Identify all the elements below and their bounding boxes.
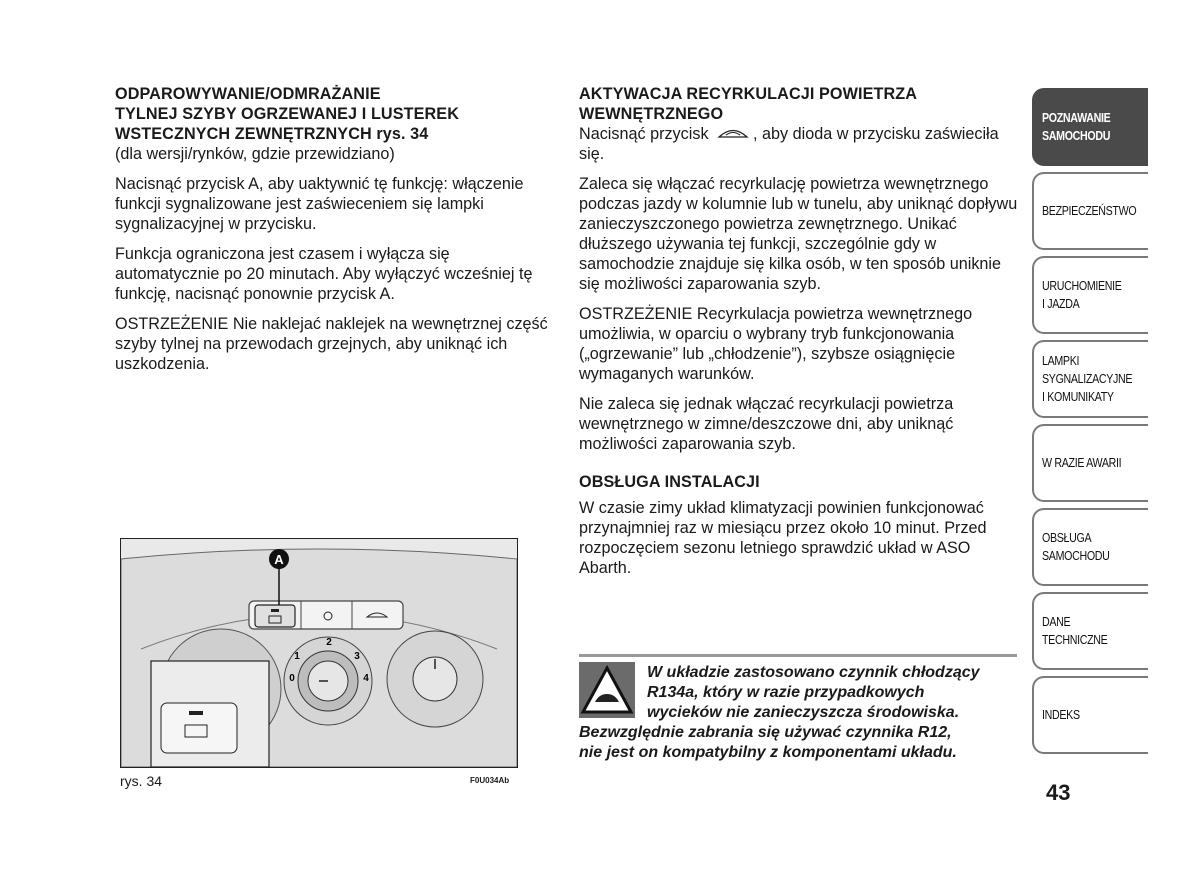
warning-line: R134a, który w razie przypadkowych (647, 684, 925, 701)
paragraph-text: Nacisnąć przycisk (579, 125, 709, 143)
dial-number: 1 (294, 651, 300, 662)
dial-number: 2 (326, 637, 332, 648)
paragraph: Zaleca się włączać recyrkulację powietrza wewnętrznego podczas jazdy w kolumnie lub w tunelu, aby uniknąć dopływu zanieczyszczonego powietrza zewnętrznego. Unikać dłuższego używania tej funkcji, szczególnie gdy w samochodzie znajduje się kilka osób, w ten sposób uniknie się możliwości zaparowania szyb. (579, 175, 1018, 293)
section-heading-recirculation (579, 84, 1019, 124)
heading-line: WEWNĘTRZNEGO (579, 105, 724, 123)
callout-label-a: A (274, 552, 284, 567)
dial-number: 0 (289, 673, 295, 684)
warning-line: Bezwzględnie zabrania się używać czynnika R12, (579, 724, 952, 741)
section-heading-maintenance: OBSŁUGA INSTALACJI (579, 473, 760, 491)
heading-line: AKTYWACJA RECYRKULACJI POWIETRZA (579, 85, 918, 103)
paragraph: OSTRZEŻENIE Recyrkulacja powietrza wewnętrznego umożliwia, w oparciu o wybrany tryb funkcjonowania („ogrzewanie” lub „chłodzenie”), szybsze osiągnięcie wymaganych warunków. (579, 305, 973, 383)
middle-column (579, 84, 1019, 588)
tab-label: BEZPIECZEŃSTWO (1042, 203, 1137, 218)
dial-number: 3 (354, 651, 360, 662)
subnote: (dla wersji/rynków, gdzie przewidziano) (115, 145, 395, 163)
tab-bezpieczenstwo[interactable] (1032, 172, 1148, 250)
tab-label: DANE TECHNICZNE (1042, 614, 1108, 647)
warning-line: wycieków nie zanieczyszcza środowiska. (647, 704, 960, 721)
tab-poznawanie-samochodu[interactable] (1032, 88, 1148, 166)
heading-line: ODPAROWYWANIE/ODMRAŻANIE (115, 85, 381, 103)
section-heading-defrost (115, 84, 555, 144)
tab-lampki-sygnalizacyjne[interactable] (1032, 340, 1148, 418)
warning-text (579, 663, 1019, 763)
heading-line: TYLNEJ SZYBY OGRZEWANEJ I LUSTEREK (115, 105, 459, 123)
warning-line: W układzie zastosowano czynnik chłodzący (647, 664, 980, 681)
tab-label: POZNAWANIE SAMOCHODU (1042, 110, 1111, 143)
figure-caption: rys. 34 (120, 773, 163, 789)
warning-divider (579, 654, 1017, 657)
paragraph: W czasie zimy układ klimatyzacji powinien funkcjonować przynajmniej raz w miesiącu przez około 10 minut. Przed rozpoczęciem sezonu letniego sprawdzić układ w ASO Abarth. (579, 499, 987, 577)
tab-label: INDEKS (1042, 707, 1080, 722)
paragraph-text: , aby dioda w przycisku zaświeciła się. (579, 125, 999, 163)
paragraph (579, 124, 1019, 164)
paragraph: Funkcja ograniczona jest czasem i wyłącza się automatycznie po 20 minutach. Aby wyłączyć wcześniej tę funkcję, nacisnąć ponownie przycisk A. (115, 245, 533, 303)
recirculation-icon (713, 126, 753, 140)
tab-indeks[interactable] (1032, 676, 1148, 754)
tab-label: OBSŁUGA SAMOCHODU (1042, 530, 1110, 563)
tab-label: URUCHOMIENIE I JAZDA (1042, 278, 1122, 311)
tab-obsluga-samochodu[interactable] (1032, 508, 1148, 586)
heading-line: WSTECZNYCH ZEWNĘTRZNYCH rys. 34 (115, 125, 429, 143)
paragraph: Nacisnąć przycisk A, aby uaktywnić tę funkcję: włączenie funkcji sygnalizowane jest zaświeceniem się lampki sygnalizacyjnej w przycisku. (115, 175, 524, 233)
tab-label: LAMPKI SYGNALIZACYJNE I KOMUNIKATY (1042, 353, 1133, 404)
chapter-tabs (1032, 88, 1148, 760)
page-number: 43 (1046, 780, 1071, 805)
tab-uruchomienie-i-jazda[interactable] (1032, 256, 1148, 334)
warning-line: nie jest on kompatybilny z komponentami układu. (579, 744, 957, 761)
paragraph: Nie zaleca się jednak włączać recyrkulacji powietrza wewnętrznego w zimne/deszczowe dni, aby uniknąć możliwości zaparowania szyb. (579, 395, 954, 453)
tab-dane-techniczne[interactable] (1032, 592, 1148, 670)
left-column (115, 84, 555, 384)
paragraph: OSTRZEŻENIE Nie naklejać naklejek na wewnętrznej część szyby tylnej na przewodach grzejnych, aby uniknąć ich uszkodzenia. (115, 315, 548, 373)
figure-climate-panel (120, 538, 518, 768)
climate-panel-illustration (121, 539, 517, 767)
tab-label: W RAZIE AWARII (1042, 455, 1122, 470)
dial-number: 4 (363, 673, 369, 684)
tab-w-razie-awarii[interactable] (1032, 424, 1148, 502)
figure-code: F0U034Ab (470, 776, 510, 785)
